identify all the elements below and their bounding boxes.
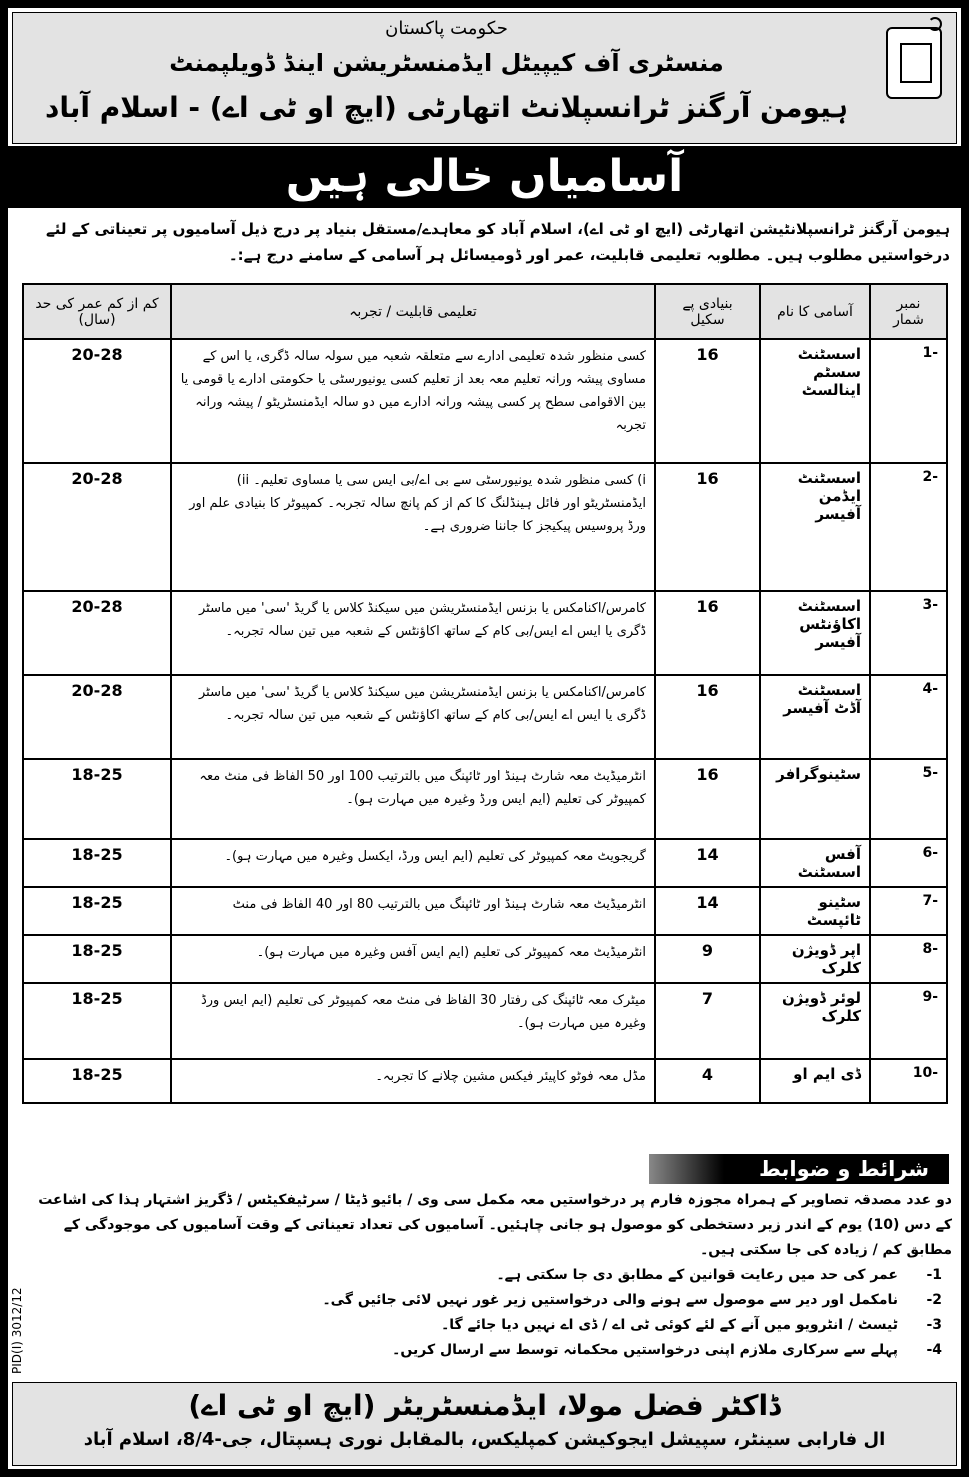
header-qualification: تعلیمی قابلیت / تجربہ (171, 284, 655, 339)
row-number: -4 (870, 675, 947, 759)
terms-body: دو عدد مصدقہ تصاویر کے ہمراہ مجوزہ فارم پر درخواستیں معہ مکمل سی وی / بائیو ڈیٹا / سرٹیفکیٹس / ڈگریز اشتہار ہذا کی اشاعت کے دس (10) یوم کے اندر زیر دستخطی کو موصول ہو جانی چاہئیں۔ آسامیوں کی تعداد تعیناتی کے وقت آسامیوں کی موجودگی کے مطابق کم / زیادہ کی جا سکتی ہیں۔ (38, 1192, 952, 1258)
terms-item (32, 1263, 942, 1288)
terms-item (32, 1338, 942, 1363)
pay-scale: 16 (655, 759, 760, 839)
row-number: -10 (870, 1059, 947, 1103)
pay-scale: 16 (655, 675, 760, 759)
row-number: -3 (870, 591, 947, 675)
header-post: آسامی کا نام (760, 284, 870, 339)
age-limit: 18-25 (23, 839, 171, 887)
pay-scale: 9 (655, 935, 760, 983)
government-emblem-icon (886, 27, 942, 99)
vacancies-table (22, 283, 948, 1104)
pid-number: PID(I) 3012/12 (10, 1287, 24, 1374)
qualification: انٹرمیڈیٹ معہ شارٹ ہینڈ اور ٹائپنگ میں بالترتیب 100 اور 50 الفاظ فی منٹ معہ کمپیوٹر کی تعلیم (ایم ایس ورڈ وغیرہ میں مہارت ہو)۔ (171, 759, 655, 839)
post-name: آفس اسسٹنٹ (760, 839, 870, 887)
table-row (23, 759, 947, 839)
authority-name: ہیومن آرگنز ٹرانسپلانٹ اتھارٹی (ایچ او ٹی اے) - اسلام آباد (45, 91, 848, 124)
age-limit: 20-28 (23, 591, 171, 675)
age-limit: 20-28 (23, 339, 171, 463)
government-label: حکومت پاکستان (385, 18, 508, 39)
post-name: ڈی ایم او (760, 1059, 870, 1103)
terms-item-text: عمر کی حد میں رعایت قوانین کے مطابق دی جا سکتی ہے۔ (496, 1267, 898, 1283)
age-limit: 18-25 (23, 983, 171, 1059)
terms-item-number: -1 (926, 1267, 942, 1283)
age-limit: 20-28 (23, 463, 171, 591)
row-number: -5 (870, 759, 947, 839)
post-name: اسسٹنٹ ایڈمن آفیسر (760, 463, 870, 591)
table-row (23, 839, 947, 887)
pay-scale: 16 (655, 463, 760, 591)
age-limit: 18-25 (23, 1059, 171, 1103)
qualification: انٹرمیڈیٹ معہ کمپیوٹر کی تعلیم (ایم ایس آفس وغیرہ میں مہارت ہو)۔ (171, 935, 655, 983)
terms-title: شرائط و ضوابط (649, 1154, 949, 1184)
age-limit: 18-25 (23, 759, 171, 839)
terms-item-text: پہلے سے سرکاری ملازم اپنی درخواستیں محکمانہ توسط سے ارسال کریں۔ (392, 1342, 898, 1358)
age-limit: 20-28 (23, 675, 171, 759)
qualification: کامرس/اکنامکس یا بزنس ایڈمنسٹریشن میں سیکنڈ کلاس یا گریڈ 'سی' میں ماسٹر ڈگری یا ایس اے ایس/بی کام کے ساتھ اکاؤنٹس کے شعبہ میں تین سالہ تجربہ۔ (171, 591, 655, 675)
header-no: نمبر شمار (870, 284, 947, 339)
post-name: لوئر ڈویژن کلرک (760, 983, 870, 1059)
post-name: سٹینو ٹائپسٹ (760, 887, 870, 935)
pay-scale: 4 (655, 1059, 760, 1103)
header-age: کم از کم عمر کی حد (سال) (23, 284, 171, 339)
terms-item (32, 1288, 942, 1313)
vacancies-banner: آسامیاں خالی ہیں (8, 146, 961, 208)
post-name: سٹینوگرافر (760, 759, 870, 839)
terms-item-number: -2 (926, 1292, 942, 1308)
terms-item-text: ٹیسٹ / انٹرویو میں آنے کے لئے کوئی ٹی اے / ڈی اے نہیں دیا جائے گا۔ (441, 1317, 898, 1333)
table-header-row (23, 284, 947, 339)
age-limit: 18-25 (23, 935, 171, 983)
pay-scale: 14 (655, 839, 760, 887)
qualification: i) کسی منظور شدہ یونیورسٹی سے بی اے/بی ایس سی یا مساوی تعلیم۔ ii) ایڈمنسٹریٹو اور فائل ہینڈلنگ کا کم از کم پانچ سالہ تجربہ۔ کمپیوٹر کا بنیادی علم اور ورڈ پروسیس پیکیجز کا جاننا ضروری ہے۔ (171, 463, 655, 591)
ministry-name: منسٹری آف کیپیٹل ایڈمنسٹریشن اینڈ ڈویلپمنٹ (169, 49, 724, 77)
intro-text: ہیومن آرگنز ٹرانسپلانٹیشن اتھارٹی (ایچ او ٹی اے)، اسلام آباد کو معاہدے/مستقل بنیاد پر درج ذیل آسامیوں پر تعیناتی کے لئے درخواستیں مطلوب ہیں۔ مطلوبہ تعلیمی قابلیت، عمر اور ڈومیسائل ہر آسامی کے سامنے درج ہے:۔ (45, 220, 950, 264)
terms-item (32, 1313, 942, 1338)
table-row (23, 983, 947, 1059)
table-row (23, 935, 947, 983)
age-limit: 18-25 (23, 887, 171, 935)
table-row (23, 463, 947, 591)
terms-item-text: نامکمل اور دیر سے موصول سے ہونے والی درخواستیں زیر غور نہیں لائی جائیں گی۔ (322, 1292, 898, 1308)
pay-scale: 16 (655, 591, 760, 675)
terms-list (32, 1263, 942, 1363)
header (12, 12, 957, 144)
qualification: گریجویٹ معہ کمپیوٹر کی تعلیم (ایم ایس ورڈ، ایکسل وغیرہ میں مہارت ہو)۔ (171, 839, 655, 887)
pay-scale: 7 (655, 983, 760, 1059)
header-scale: بنیادی پے سکیل (655, 284, 760, 339)
terms-section (32, 1188, 952, 1363)
row-number: -7 (870, 887, 947, 935)
qualification: کامرس/اکنامکس یا بزنس ایڈمنسٹریشن میں سیکنڈ کلاس یا گریڈ 'سی' میں ماسٹر ڈگری یا ایس اے ایس/بی کام کے ساتھ اکاؤنٹس کے شعبہ میں تین سالہ تجربہ۔ (171, 675, 655, 759)
post-name: اسسٹنٹ اکاؤنٹس آفیسر (760, 591, 870, 675)
pay-scale: 16 (655, 339, 760, 463)
row-number: -2 (870, 463, 947, 591)
post-name: اپر ڈویژن کلرک (760, 935, 870, 983)
terms-item-number: -3 (926, 1317, 942, 1333)
qualification: کسی منظور شدہ تعلیمی ادارے سے متعلقہ شعبہ میں سولہ سالہ ڈگری، یا اس کے مساوی پیشہ ورانہ تعلیم معہ بعد از تعلیم کسی یونیورسٹی یا حکومتی ادارے یا قومی یا بین الاقوامی سطح پر کسی پیشہ ورانہ ادارے میں دو سالہ ایڈمنسٹریٹو / پیشہ ورانہ تجربہ (171, 339, 655, 463)
qualification: میٹرک معہ ٹائپنگ کی رفتار 30 الفاظ فی منٹ معہ کمپیوٹر کی تعلیم (ایم ایس ورڈ وغیرہ میں مہارت ہو)۔ (171, 983, 655, 1059)
row-number: -1 (870, 339, 947, 463)
post-name: اسسٹنٹ آڈٹ آفیسر (760, 675, 870, 759)
table-row (23, 1059, 947, 1103)
administrator-name: ڈاکٹر فضل مولا، ایڈمنسٹریٹر (ایچ او ٹی اے) (188, 1389, 781, 1422)
qualification: انٹرمیڈیٹ معہ شارٹ ہینڈ اور ٹائپنگ میں بالترتیب 80 اور 40 الفاظ فی منٹ (171, 887, 655, 935)
qualification: مڈل معہ فوٹو کاپیئر فیکس مشین چلانے کا تجربہ۔ (171, 1059, 655, 1103)
terms-item-number: -4 (926, 1342, 942, 1358)
job-advertisement (8, 8, 961, 1469)
table-row (23, 339, 947, 463)
table-row (23, 675, 947, 759)
address: ال فارابی سینٹر، سپیشل ایجوکیشن کمپلیکس، بالمقابل نوری ہسپتال، جی-8/4، اسلام آباد (83, 1429, 886, 1450)
table-row (23, 887, 947, 935)
post-name: اسسٹنٹ سسٹم اینالسٹ (760, 339, 870, 463)
row-number: -8 (870, 935, 947, 983)
table-row (23, 591, 947, 675)
row-number: -9 (870, 983, 947, 1059)
pay-scale: 14 (655, 887, 760, 935)
row-number: -6 (870, 839, 947, 887)
footer (12, 1382, 957, 1466)
